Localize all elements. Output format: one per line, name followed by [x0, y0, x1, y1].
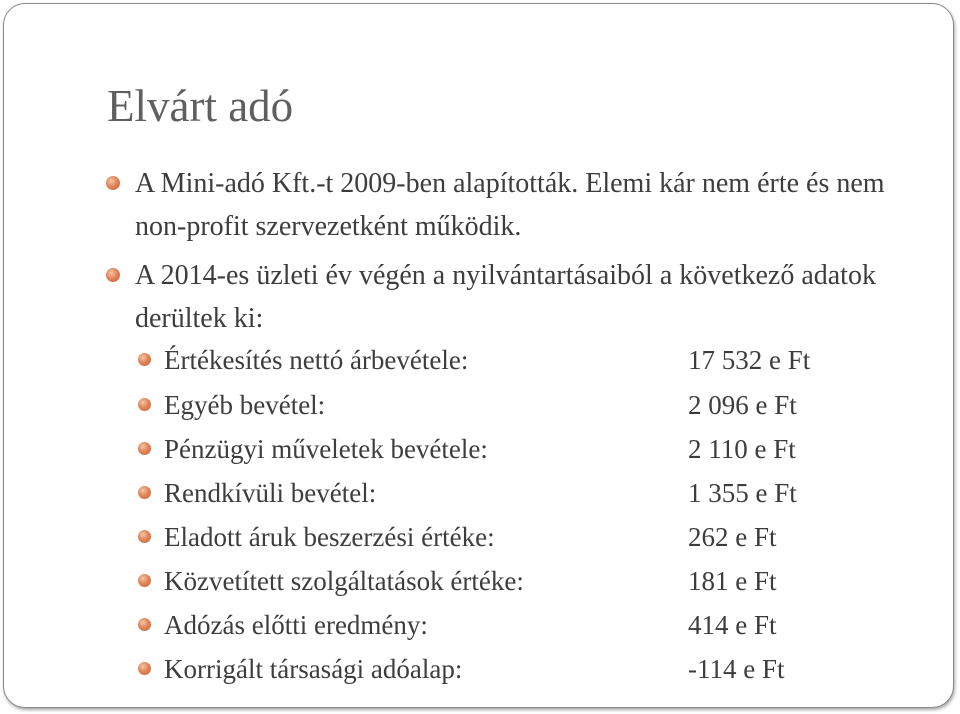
bullet-dot-icon: [138, 618, 151, 631]
row-label: Adózás előtti eredmény:: [164, 610, 428, 640]
bullet-text: A 2014-es üzleti év végén a nyilvántartásaiból a következő adatok derültek ki:: [135, 260, 876, 334]
data-row: [136, 559, 856, 603]
row-value: 2 096 e Ft: [688, 390, 797, 420]
bullet-text: A Mini-adó Kft.-t 2009-ben alapították. Elemi kár nem érte és nem non-profit szervezetként működik.: [135, 168, 885, 242]
row-value: 17 532 e Ft: [688, 345, 811, 375]
bullet-dot-icon: [138, 398, 151, 411]
data-row: [136, 338, 856, 382]
row-label: Közvetített szolgáltatások értéke:: [164, 566, 524, 596]
data-row: [136, 471, 856, 515]
row-value: 2 110 e Ft: [688, 434, 796, 464]
row-label: Korrigált társasági adóalap:: [164, 654, 463, 684]
bullet-dot-icon: [138, 574, 151, 587]
slide-frame: [3, 3, 954, 708]
row-label: Pénzügyi műveletek bevétele:: [164, 434, 488, 464]
row-value: 1 355 e Ft: [688, 478, 797, 508]
row-value: -114 e Ft: [688, 654, 785, 684]
row-value: 262 e Ft: [688, 522, 777, 552]
data-row: [136, 383, 856, 427]
row-value: 414 e Ft: [688, 610, 777, 640]
bullet-dot-icon: [106, 176, 120, 190]
row-value: 181 e Ft: [688, 566, 777, 596]
row-label: Egyéb bevétel:: [164, 390, 326, 420]
data-row: [136, 515, 856, 559]
bullet-dot-icon: [106, 268, 120, 282]
bullet-founding: [106, 162, 896, 248]
data-row: [136, 603, 856, 647]
slide-title: Elvárt adó: [107, 81, 294, 131]
bullet-dot-icon: [138, 442, 151, 455]
bullet-dot-icon: [138, 530, 151, 543]
row-label: Értékesítés nettó árbevétele:: [164, 345, 469, 375]
data-row: [136, 427, 856, 471]
data-row: [136, 647, 856, 691]
row-label: Rendkívüli bevétel:: [164, 478, 377, 508]
bullet-dot-icon: [138, 486, 151, 499]
bullet-year-end-data: [106, 254, 896, 340]
row-label: Eladott áruk beszerzési értéke:: [164, 522, 495, 552]
bullet-dot-icon: [138, 353, 151, 366]
bullet-dot-icon: [138, 662, 151, 675]
